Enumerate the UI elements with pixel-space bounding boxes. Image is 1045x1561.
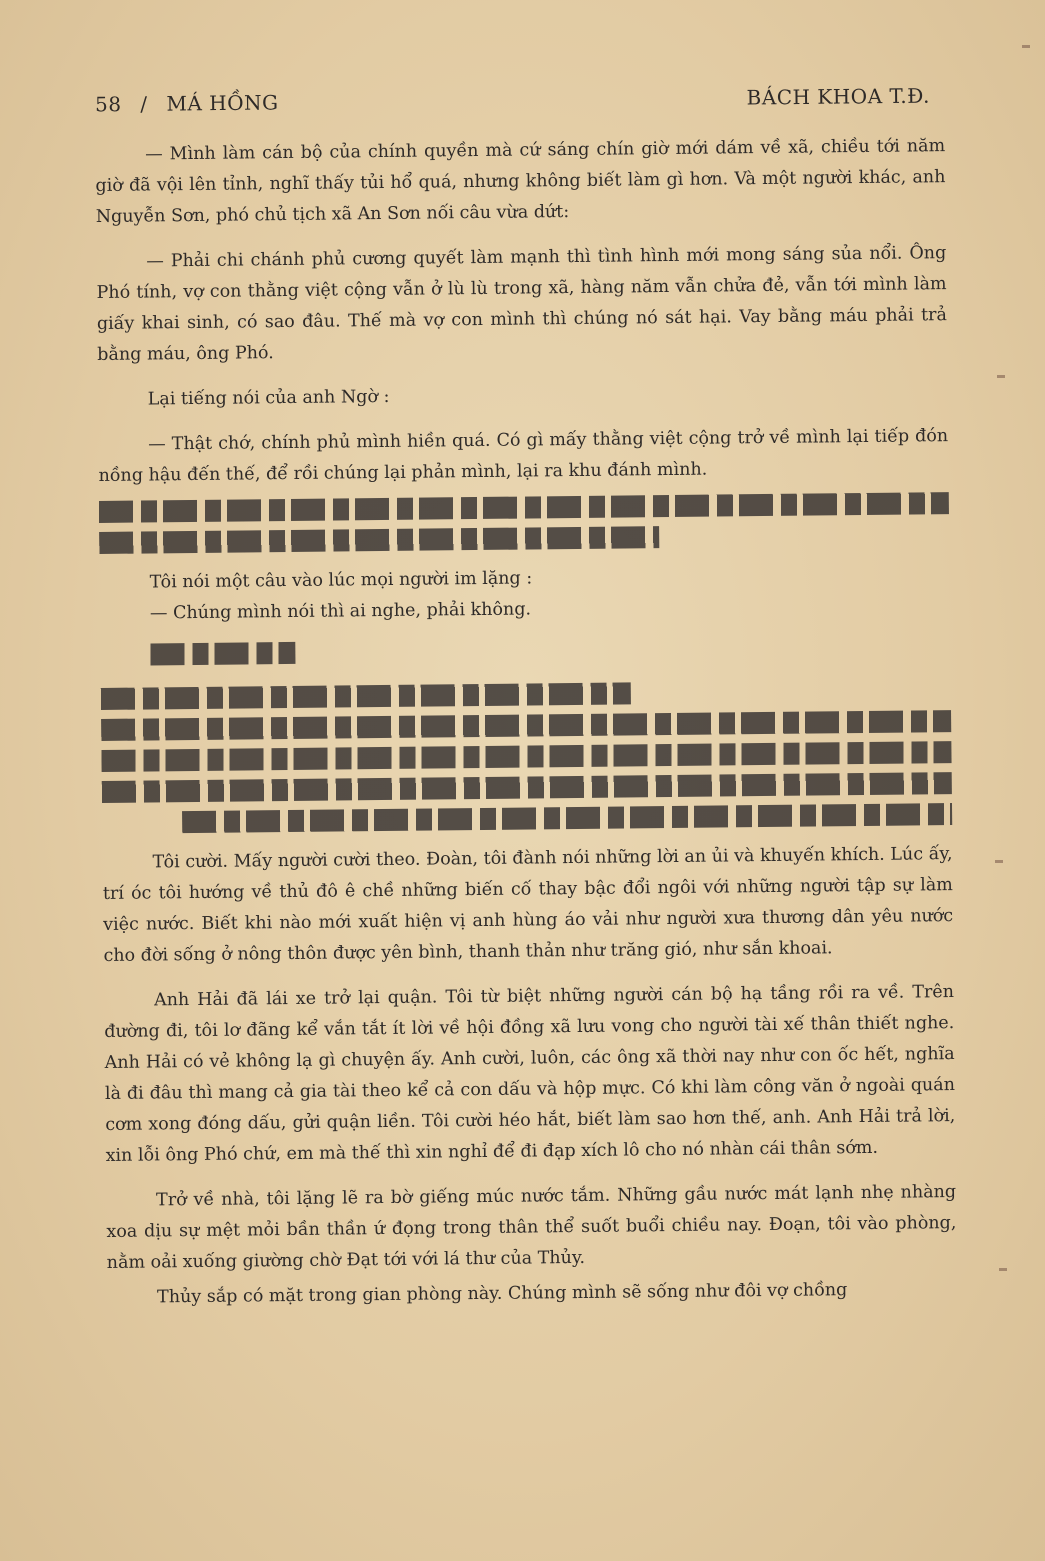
page-body <box>95 131 957 1314</box>
censored-line <box>150 642 295 666</box>
paragraph-10: Thủy sắp có mặt trong gian phòng này. Chúng mình sẽ sống như đôi vợ chồng <box>157 1280 848 1308</box>
censored-line <box>102 772 952 803</box>
page-edge-mark <box>1022 45 1030 48</box>
paragraph-8: Anh Hải đã lái xe trở lại quận. Tôi từ biệt những người cán bộ hạ tầng rồi ra về. Trên đường đi, tôi lơ đãng kể vắn tắt ít lời về hội đồng xã lưu vong cho người tài xế thân thiết nghe. Anh Hải có vẻ không lạ gì chuyện ấy. Anh cười, luôn, các ông xã thời nay như con ốc hết, nghĩa là đi đâu thì mang cả gia tài theo kể cả con dấu và hộp mực. Có khi làm công văn ở ngoài quán cơm xong đóng dấu, gửi quận liền. Tôi cười héo hắt, biết làm sao hơn thế, anh. Anh Hải trả lời, xin lỗi ông Phó chứ, em mà thế thì xin nghỉ để đi đạp xích lô cho nó nhàn cái thân sớm. <box>104 982 956 1166</box>
censored-line <box>99 492 949 523</box>
censored-line <box>101 741 951 772</box>
paragraph-4-text: — Thật chớ, chính phủ mình hiền quá. Có gì mấy thằng việt cộng trở về mình lại tiếp đón nồng hậu đến thế, để rồi chúng lại phản mình, lại ra khu đánh mình. <box>98 426 949 486</box>
censored-block-2 <box>100 635 952 834</box>
header-left <box>95 90 291 116</box>
paragraph-2: — Phải chi chánh phủ cương quyết làm mạnh thì tình hình mới mong sáng sủa nổi. Ông Phó tính, vợ con thằng việt cộng vẫn ở lù lù trong xã, hàng năm vẫn chửa đẻ, vẫn tới mình làm giấy khai sinh, có sao đâu. Thế mà vợ con mình thì chúng nó sát hại. Vay bằng máu phải trả bằng máu, ông Phó. <box>96 243 947 365</box>
chapter-title: MÁ HỒNG <box>166 90 279 116</box>
censored-block-1 <box>99 492 950 554</box>
censored-line <box>99 526 659 554</box>
censored-line <box>182 803 952 833</box>
page-number: 58 <box>94 92 122 117</box>
header-separator: / <box>140 91 148 116</box>
page-header <box>95 84 930 117</box>
paragraph-7: Tôi cười. Mấy người cười theo. Đoàn, tôi đành nói những lời an ủi và khuyến khích. Lúc ấy, trí óc tôi hướng về thủ đô ê chề những biến cố thay bậc đổi ngôi với những người tập sự làm việc nước. Biết khi nào mới xuất hiện vị anh hùng áo vải như người xưa thương dân yêu nước cho đời sống ở nông thôn được yên bình, thanh thản như trăng gió, như sắn khoai. <box>102 844 954 966</box>
censored-line <box>101 682 631 710</box>
page-edge-mark <box>999 1268 1007 1271</box>
paragraph-1: — Mình làm cán bộ của chính quyền mà cứ sáng chín giờ mới dám về xã, chiều tới năm giờ đã vội lên tỉnh, nghĩ thấy tủi hổ quá, nhưng không biết làm gì hơn. Và một người khác, anh Nguyễn Sơn, phó chủ tịch xã An Sơn nối câu vừa dứt: <box>95 136 946 227</box>
paragraph-6: — Chúng mình nói thì ai nghe, phải không. <box>149 599 532 624</box>
paragraph-9: Trở về nhà, tôi lặng lẽ ra bờ giếng múc nước tắm. Những gầu nước mát lạnh nhẹ nhàng xoa dịu sự mệt mỏi bần thần ứ đọng trong thân thể suốt buổi chiều nay. Đoạn, tôi vào phòng, nằm oải xuống giường chờ Đạt tới với lá thư của Thủy. <box>106 1182 957 1273</box>
paragraph-4 <box>98 421 949 492</box>
paragraph-3: Lại tiếng nói của anh Ngờ : <box>147 386 390 410</box>
page-edge-mark <box>995 860 1003 863</box>
page-edge-mark <box>997 375 1005 378</box>
censored-line <box>101 710 951 741</box>
publication-title: BÁCH KHOA T.Đ. <box>746 83 931 110</box>
paragraph-5: Tôi nói một câu vào lúc mọi người im lặng : <box>149 568 533 593</box>
